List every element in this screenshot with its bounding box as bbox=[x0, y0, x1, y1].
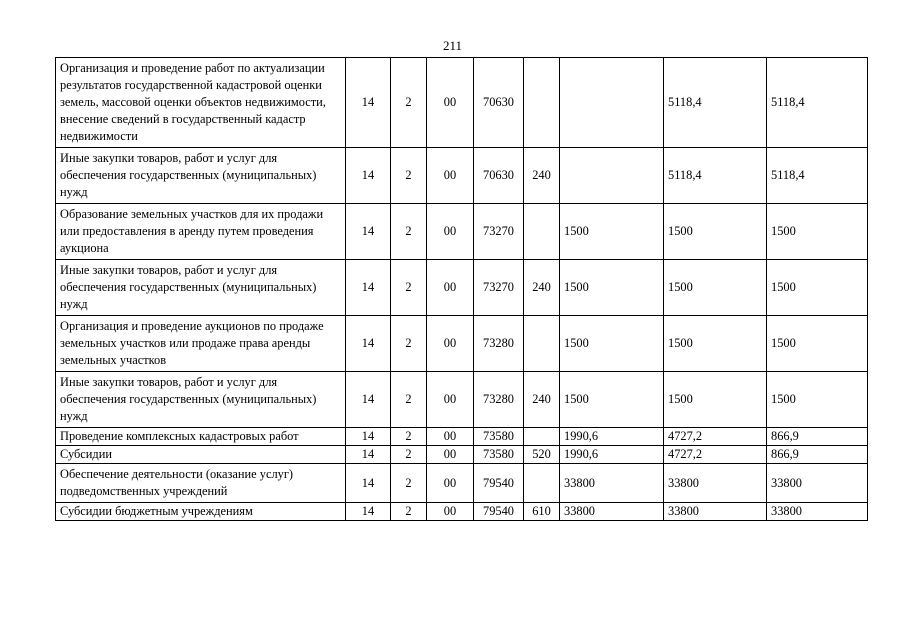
amount-3: 5118,4 bbox=[767, 148, 868, 204]
amount-2: 1500 bbox=[664, 316, 767, 372]
amount-3: 1500 bbox=[767, 204, 868, 260]
amount-1 bbox=[560, 58, 664, 148]
page-number: 211 bbox=[442, 38, 463, 53]
section-code: 14 bbox=[346, 260, 391, 316]
amount-1: 1500 bbox=[560, 204, 664, 260]
amount-2: 1500 bbox=[664, 204, 767, 260]
amount-1: 1500 bbox=[560, 372, 664, 428]
amount-1: 33800 bbox=[560, 464, 664, 503]
expense-type-code bbox=[524, 464, 560, 503]
row-name: Обеспечение деятельности (оказание услуг) подведомственных учреждений bbox=[56, 464, 346, 503]
program-code: 00 bbox=[427, 316, 474, 372]
amount-2: 33800 bbox=[664, 464, 767, 503]
expense-type-code bbox=[524, 428, 560, 446]
expense-type-code bbox=[524, 58, 560, 148]
subsection-code: 2 bbox=[391, 204, 427, 260]
subsection-code: 2 bbox=[391, 58, 427, 148]
table-row bbox=[56, 372, 868, 428]
section-code: 14 bbox=[346, 446, 391, 464]
section-code: 14 bbox=[346, 464, 391, 503]
subsection-code: 2 bbox=[391, 464, 427, 503]
section-code: 14 bbox=[346, 204, 391, 260]
row-name: Образование земельных участков для их продажи или предоставления в аренду путем проведения аукциона bbox=[56, 204, 346, 260]
table-row bbox=[56, 428, 868, 446]
program-code: 00 bbox=[427, 503, 474, 521]
amount-2: 5118,4 bbox=[664, 148, 767, 204]
subsection-code: 2 bbox=[391, 503, 427, 521]
table-row bbox=[56, 446, 868, 464]
program-code: 00 bbox=[427, 464, 474, 503]
program-code: 00 bbox=[427, 428, 474, 446]
amount-3: 1500 bbox=[767, 372, 868, 428]
expense-type-code bbox=[524, 316, 560, 372]
expense-type-code: 520 bbox=[524, 446, 560, 464]
amount-2: 1500 bbox=[664, 372, 767, 428]
expense-type-code: 240 bbox=[524, 372, 560, 428]
article-code: 70630 bbox=[474, 58, 524, 148]
amount-3: 33800 bbox=[767, 464, 868, 503]
row-name: Проведение комплексных кадастровых работ bbox=[56, 428, 346, 446]
amount-1 bbox=[560, 148, 664, 204]
amount-1: 33800 bbox=[560, 503, 664, 521]
amount-3: 1500 bbox=[767, 316, 868, 372]
amount-3: 33800 bbox=[767, 503, 868, 521]
table-row bbox=[56, 58, 868, 148]
amount-1: 1500 bbox=[560, 260, 664, 316]
expense-type-code: 240 bbox=[524, 148, 560, 204]
subsection-code: 2 bbox=[391, 428, 427, 446]
article-code: 73580 bbox=[474, 446, 524, 464]
subsection-code: 2 bbox=[391, 372, 427, 428]
amount-3: 5118,4 bbox=[767, 58, 868, 148]
amount-1: 1990,6 bbox=[560, 446, 664, 464]
table-row bbox=[56, 316, 868, 372]
expense-type-code: 240 bbox=[524, 260, 560, 316]
subsection-code: 2 bbox=[391, 446, 427, 464]
section-code: 14 bbox=[346, 428, 391, 446]
subsection-code: 2 bbox=[391, 148, 427, 204]
article-code: 79540 bbox=[474, 503, 524, 521]
amount-2: 33800 bbox=[664, 503, 767, 521]
article-code: 70630 bbox=[474, 148, 524, 204]
row-name: Организация и проведение аукционов по продаже земельных участков или продаже права аренды земельных участков bbox=[56, 316, 346, 372]
program-code: 00 bbox=[427, 446, 474, 464]
article-code: 73580 bbox=[474, 428, 524, 446]
subsection-code: 2 bbox=[391, 260, 427, 316]
article-code: 73280 bbox=[474, 372, 524, 428]
program-code: 00 bbox=[427, 148, 474, 204]
row-name: Иные закупки товаров, работ и услуг для обеспечения государственных (муниципальных) нужд bbox=[56, 260, 346, 316]
article-code: 73270 bbox=[474, 260, 524, 316]
table-row bbox=[56, 503, 868, 521]
section-code: 14 bbox=[346, 316, 391, 372]
table-row bbox=[56, 260, 868, 316]
row-name: Иные закупки товаров, работ и услуг для обеспечения государственных (муниципальных) нужд bbox=[56, 372, 346, 428]
table-row bbox=[56, 148, 868, 204]
expense-type-code bbox=[524, 204, 560, 260]
amount-3: 866,9 bbox=[767, 446, 868, 464]
program-code: 00 bbox=[427, 58, 474, 148]
expense-type-code: 610 bbox=[524, 503, 560, 521]
amount-2: 5118,4 bbox=[664, 58, 767, 148]
row-name: Иные закупки товаров, работ и услуг для обеспечения государственных (муниципальных) нужд bbox=[56, 148, 346, 204]
program-code: 00 bbox=[427, 204, 474, 260]
amount-1: 1500 bbox=[560, 316, 664, 372]
amount-2: 4727,2 bbox=[664, 428, 767, 446]
article-code: 73280 bbox=[474, 316, 524, 372]
amount-3: 1500 bbox=[767, 260, 868, 316]
section-code: 14 bbox=[346, 372, 391, 428]
row-name: Организация и проведение работ по актуализации результатов государственной кадастровой оценки земель, массовой оценки объектов недвижимости, внесение сведений в государственный кадастр недвижимости bbox=[56, 58, 346, 148]
budget-table bbox=[55, 57, 868, 521]
table-row bbox=[56, 464, 868, 503]
program-code: 00 bbox=[427, 260, 474, 316]
article-code: 73270 bbox=[474, 204, 524, 260]
amount-3: 866,9 bbox=[767, 428, 868, 446]
table-row bbox=[56, 204, 868, 260]
program-code: 00 bbox=[427, 372, 474, 428]
section-code: 14 bbox=[346, 503, 391, 521]
amount-2: 4727,2 bbox=[664, 446, 767, 464]
article-code: 79540 bbox=[474, 464, 524, 503]
row-name: Субсидии бюджетным учреждениям bbox=[56, 503, 346, 521]
amount-1: 1990,6 bbox=[560, 428, 664, 446]
subsection-code: 2 bbox=[391, 316, 427, 372]
row-name: Субсидии bbox=[56, 446, 346, 464]
section-code: 14 bbox=[346, 58, 391, 148]
amount-2: 1500 bbox=[664, 260, 767, 316]
section-code: 14 bbox=[346, 148, 391, 204]
